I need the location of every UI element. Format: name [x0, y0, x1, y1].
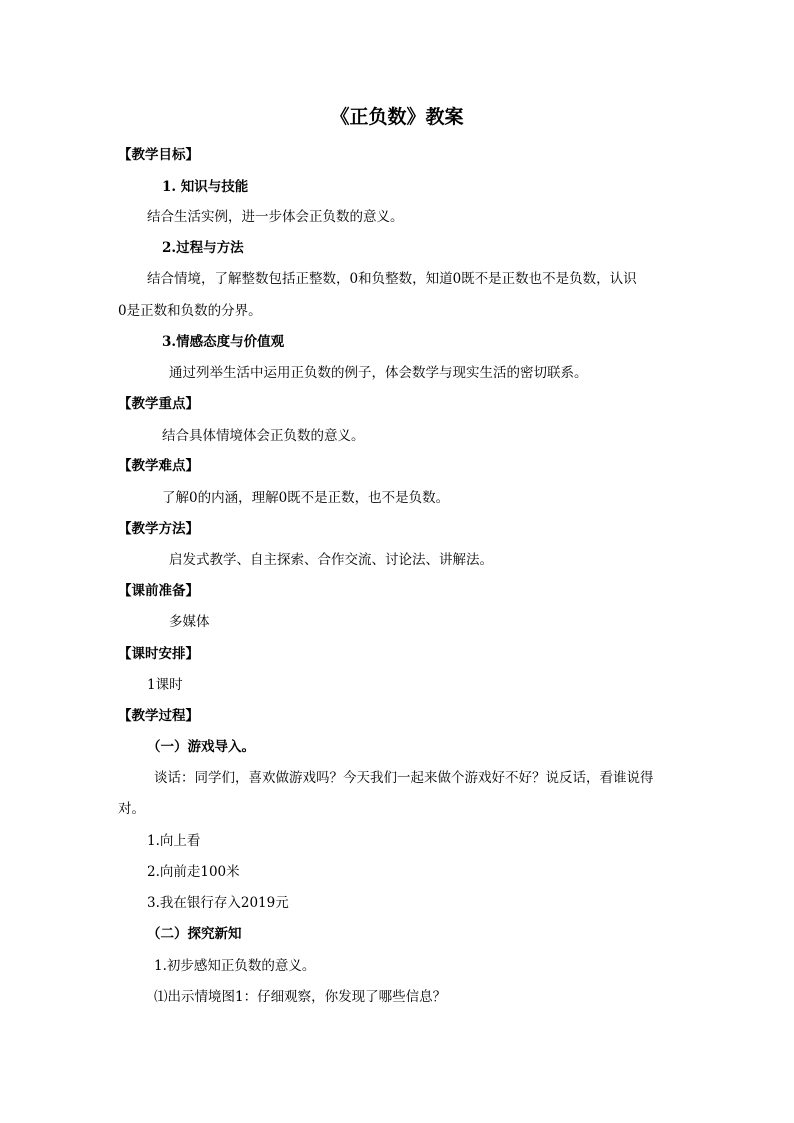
process-1-heading: （一）游戏导入。 [147, 739, 255, 755]
game-item-1: 1.向上看 [147, 833, 201, 849]
prep-heading: 【课前准备】 [118, 583, 199, 599]
goal-2-text-line1: 结合情境，了解整数包括正整数，0和负整数，知道0既不是正数也不是负数，认识 [147, 271, 637, 287]
document-title: 《正负数》教案 [330, 106, 464, 128]
goal-heading: 【教学目标】 [118, 147, 199, 163]
goal-2-text-line2: 0是正数和负数的分界。 [118, 303, 262, 319]
schedule-text: 1课时 [147, 677, 183, 693]
key-heading: 【教学重点】 [118, 396, 199, 412]
goal-3-text: 通过列举生活中运用正负数的例子，体会数学与现实生活的密切联系。 [169, 365, 588, 381]
game-item-2: 2.向前走100米 [147, 864, 240, 880]
goal-1-heading: 1. 知识与技能 [162, 179, 249, 195]
game-item-3: 3.我在银行存入2019元 [147, 895, 289, 911]
process-2-item1-sub: ⑴出示情境图1：仔细观察，你发现了哪些信息？ [154, 989, 447, 1005]
process-heading: 【教学过程】 [118, 708, 199, 724]
goal-1-text: 结合生活实例，进一步体会正负数的意义。 [147, 209, 404, 225]
difficulty-text: 了解0的内涵，理解0既不是正数，也不是负数。 [162, 490, 450, 506]
process-2-heading: （二）探究新知 [147, 926, 242, 942]
prep-text: 多媒体 [169, 614, 210, 630]
method-text: 启发式教学、自主探索、合作交流、讨论法、讲解法。 [169, 552, 493, 568]
goal-3-heading: 3.情感态度与价值观 [162, 334, 285, 350]
method-heading: 【教学方法】 [118, 521, 199, 537]
process-1-text-line1: 谈话：同学们，喜欢做游戏吗？今天我们一起来做个游戏好不好？说反话，看谁说得 [154, 770, 654, 786]
difficulty-heading: 【教学难点】 [118, 458, 199, 474]
key-text: 结合具体情境体会正负数的意义。 [162, 428, 365, 444]
process-1-text-line2: 对。 [118, 801, 145, 817]
goal-2-heading: 2.过程与方法 [162, 240, 244, 256]
process-2-item1: 1.初步感知正负数的意义。 [154, 958, 316, 974]
schedule-heading: 【课时安排】 [118, 646, 199, 662]
